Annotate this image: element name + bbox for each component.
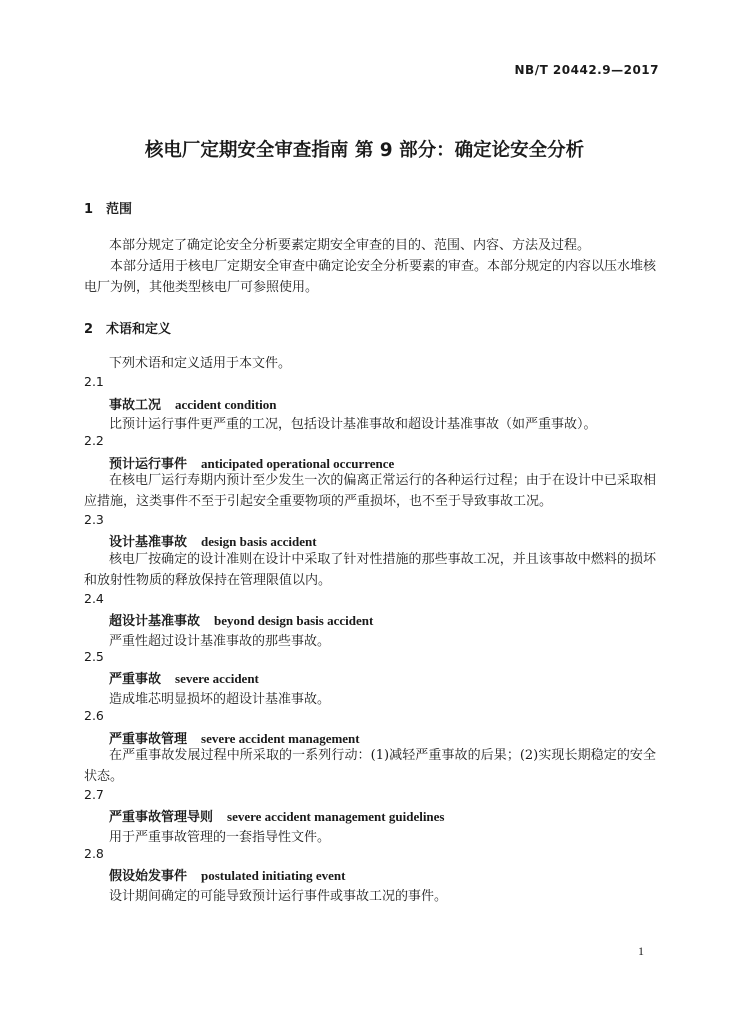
section-2-intro: 下列术语和定义适用于本文件。 <box>109 356 292 371</box>
term-en: severe accident management guidelines <box>227 809 445 824</box>
term-heading <box>109 668 259 687</box>
term-zh: 超设计基准事故 <box>109 614 201 629</box>
term-definition: 核电厂按确定的设计准则在设计中采取了针对性措施的那些事故工况，并且该事故中燃料的损坏和放射性物质的释放保持在管理限值以内。 <box>84 552 656 588</box>
section-1-para-2: 本部分适用于核电厂定期安全审查中确定论安全分析要素的审查。本部分规定的内容以压水堆核电厂为例，其他类型核电厂可参照使用。 <box>84 259 657 295</box>
section-1-heading <box>84 198 132 217</box>
term-definition: 设计期间确定的可能导致预计运行事件或事故工况的事件。 <box>109 889 448 904</box>
term-number: 2.3 <box>84 512 104 527</box>
term-number: 2.6 <box>84 708 104 723</box>
term-number: 2.5 <box>84 649 104 664</box>
term-en: beyond design basis accident <box>214 613 374 628</box>
term-zh: 严重事故 <box>109 672 162 687</box>
term-zh: 事故工况 <box>109 398 162 413</box>
section-2-heading <box>84 318 171 337</box>
term-zh: 假设始发事件 <box>109 869 188 884</box>
document-title: 核电厂定期安全审查指南 第 9 部分：确定论安全分析 <box>144 140 585 161</box>
term-heading <box>109 865 345 884</box>
term-number: 2.2 <box>84 433 104 448</box>
term-heading <box>109 610 373 629</box>
page-number: 1 <box>638 944 644 958</box>
term-definition: 造成堆芯明显损坏的超设计基准事故。 <box>109 692 331 707</box>
term-zh: 设计基准事故 <box>109 535 188 550</box>
term-definition: 在核电厂运行寿期内预计至少发生一次的偏离正常运行的各种运行过程；由于在设计中已采取相应措施，这类事件不至于引起安全重要物项的严重损坏，也不至于导致事故工况。 <box>84 473 656 509</box>
section-1-title: 范围 <box>106 202 133 217</box>
section-1-number: 1 <box>84 202 94 217</box>
term-heading <box>109 806 445 825</box>
term-zh: 预计运行事件 <box>109 457 188 472</box>
term-definition: 比预计运行事件更严重的工况，包括设计基准事故和超设计基准事故（如严重事故）。 <box>109 417 597 432</box>
standard-number: NB/T 20442.9—2017 <box>514 63 659 77</box>
section-2-title: 术语和定义 <box>106 322 172 337</box>
term-en: severe accident <box>175 671 259 686</box>
section-2-number: 2 <box>84 322 94 337</box>
term-en: anticipated operational occurrence <box>201 456 395 471</box>
term-en: severe accident management <box>201 731 360 746</box>
term-zh: 严重事故管理导则 <box>109 810 214 825</box>
term-zh: 严重事故管理 <box>109 732 188 747</box>
term-definition: 在严重事故发展过程中所采取的一系列行动：(1)减轻严重事故的后果；(2)实现长期稳定的安全状态。 <box>84 748 656 784</box>
term-number: 2.7 <box>84 787 104 802</box>
term-heading <box>109 394 277 413</box>
section-1-para-1: 本部分规定了确定论安全分析要素定期安全审查的目的、范围、内容、方法及过程。 <box>109 238 591 253</box>
term-definition: 用于严重事故管理的一套指导性文件。 <box>109 830 331 845</box>
term-number: 2.4 <box>84 591 104 606</box>
term-en: accident condition <box>175 397 277 412</box>
term-en: postulated initiating event <box>201 868 346 883</box>
term-heading <box>109 531 317 550</box>
term-number: 2.1 <box>84 374 104 389</box>
term-en: design basis accident <box>201 534 317 549</box>
term-number: 2.8 <box>84 846 104 861</box>
term-definition: 严重性超过设计基准事故的那些事故。 <box>109 634 331 649</box>
